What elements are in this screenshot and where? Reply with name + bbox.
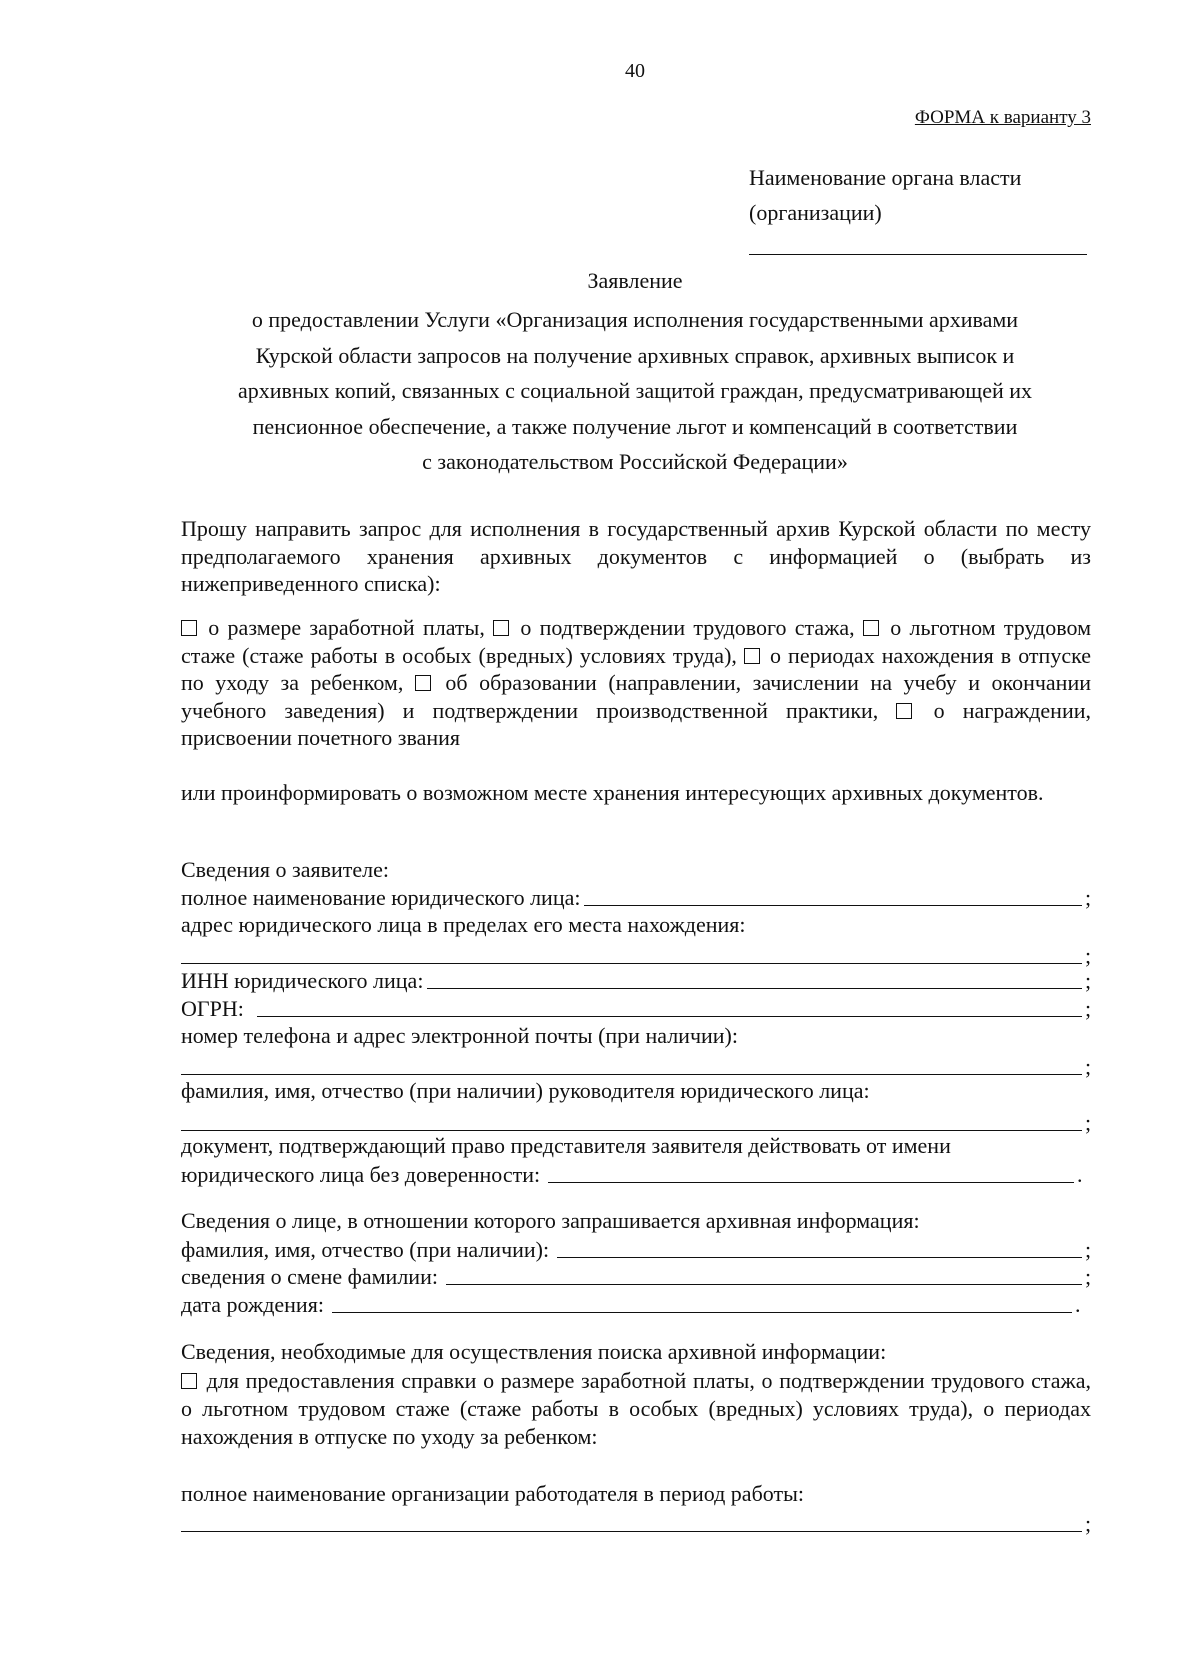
checkbox-parental-leave[interactable] [744, 648, 760, 664]
form-reference: ФОРМА к варианту 3 [914, 107, 1091, 128]
request-paragraph: Прошу направить запрос для исполнения в государственный архив Курской области по месту предполагаемого хранения архивных документов с информацией о (выбрать из нижеприведенного списка): [181, 516, 1091, 596]
document-subtitle [180, 302, 1090, 480]
contact-row [181, 1052, 1093, 1080]
semicolon: ; [1085, 1264, 1092, 1289]
surname-change-row [181, 1262, 1093, 1290]
search-option-text: для предоставления справки о размере заработной платы, о подтверждении трудового стажа, о льготном трудовом стаже (стаже работы в особых (вредных) условиях труда), о периодах нахождения в отпуске по уходу за ребенком: [181, 1368, 1091, 1449]
surname-change-label: сведения о смене фамилии: [181, 1264, 438, 1289]
legal-entity-name-row [181, 883, 1093, 911]
checkbox-preferential-experience[interactable] [863, 620, 879, 636]
contact-label: номер телефона и адрес электронной почты (при наличии): [181, 1023, 738, 1048]
legal-entity-address-label: адрес юридического лица в пределах его места нахождения: [181, 912, 746, 937]
inn-field[interactable] [427, 967, 1082, 989]
subtitle-line-2: Курской области запросов на получение архивных справок, архивных выписок и [255, 342, 1015, 368]
option-education: об образовании (направлении, зачислении на учебу и окончании учебного заведения) и подтверждении производственной практики, [181, 670, 1091, 723]
legal-entity-name-label: полное наименование юридического лица: [181, 885, 581, 910]
head-field[interactable] [181, 1109, 1082, 1131]
employer-field[interactable] [181, 1510, 1082, 1532]
subtitle-line-3: архивных копий, связанных с социальной защитой граждан, предусматривающей их [237, 378, 1033, 403]
person-name-label: фамилия, имя, отчество (при наличии): [181, 1237, 550, 1262]
subtitle-line-4: пенсионное обеспечение, а также получение льгот и компенсаций в соответствии [252, 413, 1018, 439]
authority-name [749, 160, 1099, 230]
semicolon: ; [1085, 1110, 1092, 1135]
applicant-heading: Сведения о заявителе: [181, 857, 390, 882]
checkbox-awards[interactable] [896, 703, 912, 719]
period: . [1077, 1162, 1083, 1187]
authority-blank[interactable] [749, 254, 1087, 255]
semicolon: ; [1085, 1511, 1092, 1536]
authority-document-field[interactable] [548, 1161, 1074, 1183]
employer-row [181, 1509, 1093, 1537]
inform-paragraph: или проинформировать о возможном месте хранения интересующих архивных документов. [181, 780, 1044, 805]
option-work-experience: о подтверждении трудового стажа, [512, 615, 863, 640]
inn-label: ИНН юридического лица: [181, 968, 424, 993]
document-title: Заявление [587, 268, 683, 293]
checkbox-work-experience[interactable] [493, 620, 509, 636]
semicolon: ; [1085, 943, 1092, 968]
period: . [1075, 1292, 1081, 1317]
legal-entity-address-row [181, 941, 1093, 969]
authority-line-2: (организации) [749, 200, 882, 225]
employer-label: полное наименование организации работодателя в период работы: [181, 1481, 804, 1506]
search-option-paragraph [181, 1367, 1091, 1451]
authority-document-label-2: юридического лица без доверенности: [181, 1162, 541, 1187]
ogrn-field[interactable] [257, 995, 1082, 1017]
surname-change-field[interactable] [446, 1263, 1082, 1285]
inn-row [181, 966, 1093, 994]
authority-document-label: документ, подтверждающий право представителя заявителя действовать от имени [181, 1133, 951, 1158]
semicolon: ; [1085, 885, 1092, 910]
person-heading: Сведения о лице, в отношении которого запрашивается архивная информация: [181, 1208, 920, 1233]
semicolon: ; [1085, 968, 1092, 993]
semicolon: ; [1085, 1237, 1092, 1262]
head-label: фамилия, имя, отчество (при наличии) руководителя юридического лица: [181, 1078, 870, 1103]
subtitle-line-1: о предоставлении Услуги «Организация исполнения государственными архивами [251, 307, 1019, 332]
birth-date-row [181, 1290, 1083, 1318]
ogrn-label: ОГРН: [181, 996, 244, 1021]
checkbox-education[interactable] [415, 675, 431, 691]
option-awards: о награждении, присвоении почетного звания [181, 697, 1091, 750]
authority-document-row [181, 1160, 1085, 1188]
options-paragraph [181, 614, 1091, 752]
semicolon: ; [1085, 1054, 1092, 1079]
checkbox-search-certificate[interactable] [181, 1373, 197, 1389]
option-salary: о размере заработной платы, [200, 615, 494, 640]
person-name-row [181, 1235, 1093, 1263]
checkbox-salary[interactable] [181, 620, 197, 636]
person-name-field[interactable] [557, 1236, 1082, 1258]
contact-field[interactable] [181, 1053, 1082, 1075]
ogrn-row [181, 994, 1093, 1022]
search-heading: Сведения, необходимые для осуществления поиска архивной информации: [181, 1339, 887, 1364]
option-parental-leave: о периодах нахождения в отпуске по уходу за ребенком, [181, 642, 1091, 695]
legal-entity-address-field[interactable] [181, 942, 1082, 964]
page-number: 40 [625, 60, 645, 82]
legal-entity-name-field[interactable] [584, 884, 1082, 906]
option-preferential-experience: о льготном трудовом стаже (стаже работы в особых (вредных) условиях труда), [181, 615, 1091, 668]
semicolon: ; [1085, 996, 1092, 1021]
birth-date-field[interactable] [332, 1291, 1072, 1313]
birth-date-label: дата рождения: [181, 1292, 324, 1317]
authority-line-1: Наименование органа власти [749, 165, 1022, 190]
subtitle-line-5: с законодательством Российской Федерации» [422, 449, 848, 474]
